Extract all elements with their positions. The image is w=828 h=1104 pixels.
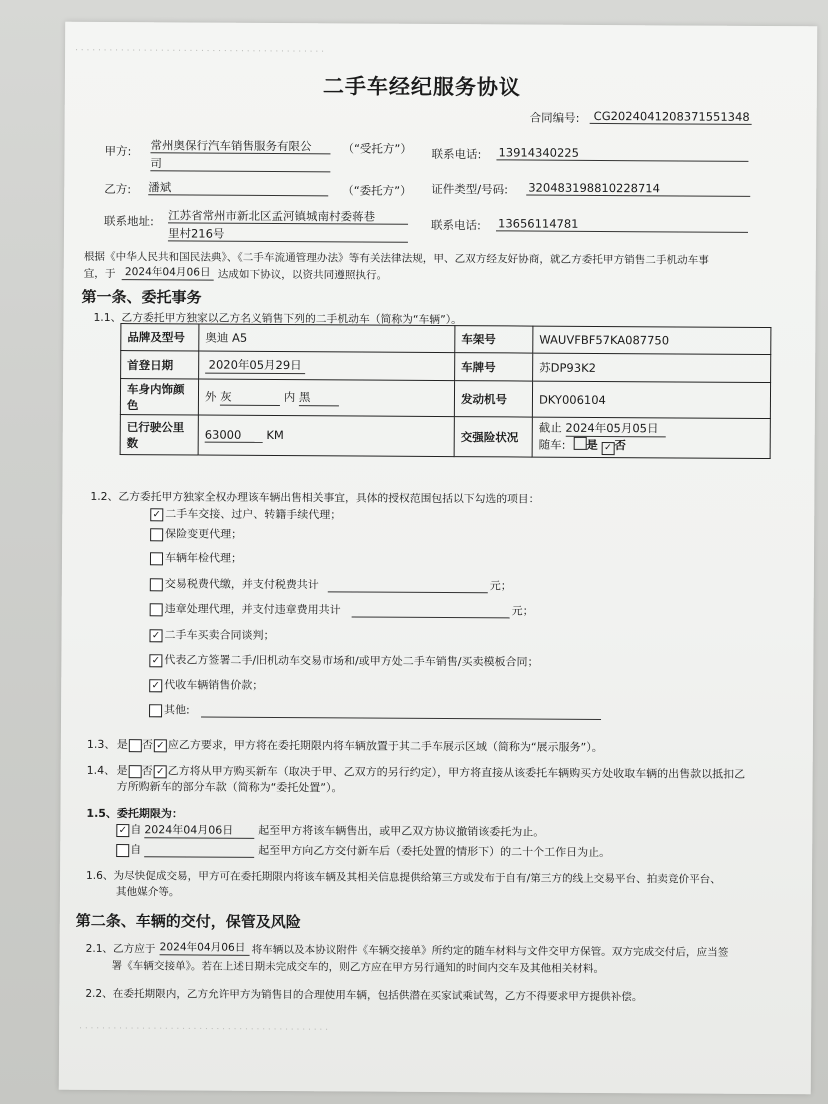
- party-b-phone-label: 联系电话:: [430, 217, 481, 233]
- clause-1-3-yes: 是: [116, 738, 128, 752]
- color-label: [120, 379, 198, 415]
- exterior-prefix: 外: [204, 389, 217, 404]
- insurance-cell: [532, 417, 770, 458]
- term-option-1-prefix: 自: [130, 823, 142, 837]
- clause-1-1: 1.1、乙方委托甲方独家以乙方名义销售下列的二手机动车（简称为“车辆”）。: [93, 310, 462, 327]
- clause-1-4-line1: 乙方将从甲方购买新车（取决于甲、乙双方的另行约定），甲方将直接从该委托车辆购买方处收取车辆的出售款以抵扣乙: [167, 764, 746, 781]
- contract-page: [59, 22, 818, 1095]
- auth-item-5-label: 违章处理代理，并支付违章费用共计: [164, 602, 341, 617]
- brand-value: 奥迪 A5: [199, 324, 455, 353]
- clause-2-1-start: 2.1、乙方应于: [85, 942, 156, 956]
- auth-item-3-label: 车辆年检代理；: [164, 551, 243, 565]
- auth-item-1-checkbox[interactable]: ✓: [150, 508, 163, 521]
- clause-1-4-no-checkbox[interactable]: ✓: [154, 765, 167, 778]
- insurance-label: 交强险状况: [454, 417, 532, 457]
- insurance-no-checkbox[interactable]: ✓: [601, 441, 614, 454]
- insurance-yes-checkbox[interactable]: [573, 436, 586, 449]
- clause-1-3-text: 应乙方要求，甲方将在委托期限内将车辆放置于其二手车展示区域（简称为“展示服务”）。: [167, 738, 603, 755]
- auth-item-2-label: 保险变更代理；: [165, 527, 243, 541]
- other-blank[interactable]: [201, 704, 601, 720]
- party-b-label: 乙方:: [104, 181, 132, 197]
- auth-item-9-label: 其他:: [164, 703, 190, 717]
- clause-1-3-no: 否: [141, 738, 153, 752]
- clause-1-4-yes: 是: [116, 764, 128, 778]
- party-a-phone: 13914340225: [496, 145, 748, 162]
- party-b-name: 潘斌: [148, 180, 328, 196]
- term-option-2-checkbox[interactable]: [116, 844, 129, 857]
- party-b-id-label: 证件类型/号码:: [431, 181, 509, 197]
- party-b-addr-label: 联系地址:: [104, 213, 154, 229]
- reg-date-value: 2020年05月29日: [205, 357, 305, 375]
- color-cell: [198, 379, 454, 417]
- insurance-until: 截止: [538, 420, 562, 435]
- insurance-no-label: 否: [614, 437, 626, 452]
- insurance-date: 2024年05月05日: [565, 420, 665, 437]
- party-b-role: （“委托方”）: [342, 183, 412, 198]
- party-a-role: （“受托方”）: [342, 141, 412, 156]
- mileage-label: [120, 415, 198, 455]
- term-option-1-checkbox[interactable]: ✓: [116, 824, 129, 837]
- party-b-addr-cont: 里村216号: [168, 226, 408, 242]
- auth-item-4-label: 交易税费代缴，并支付税费共计: [164, 577, 319, 592]
- clause-1-4-num: 1.4、: [86, 763, 116, 778]
- party-a-name-cont: 司: [150, 156, 330, 172]
- interior-prefix: 内: [283, 390, 296, 405]
- party-a-name: 常州奥保行汽车销售服务有限公: [150, 138, 330, 154]
- term-option-1-text: 起至甲方将该车辆售出，或甲乙双方协议撤销该委托为止。: [258, 823, 545, 839]
- auth-item-5-checkbox[interactable]: [150, 603, 163, 616]
- party-a-label: 甲方:: [104, 143, 132, 159]
- party-b-phone: 13656114781: [496, 216, 748, 233]
- mileage-label-line2: 数: [126, 435, 139, 450]
- section-1-heading: 第一条、委托事务: [81, 287, 202, 307]
- term-option-2-prefix: 自: [130, 843, 142, 857]
- insurance-follow: 随车:: [538, 437, 566, 452]
- contract-no: CG2024041208371551348: [590, 109, 752, 125]
- clause-1-3-num: 1.3、: [86, 737, 116, 752]
- term-option-2-date-blank[interactable]: [144, 843, 254, 858]
- auth-item-2-checkbox[interactable]: [150, 528, 163, 541]
- auth-item-5-suffix: 元；: [511, 604, 534, 618]
- clause-2-1-rest: 将车辆以及本协议附件《车辆交接单》所约定的随车材料与文件交甲方保管。双方完成交付后，应当签: [251, 943, 729, 959]
- auth-item-8-checkbox[interactable]: ✓: [149, 679, 162, 692]
- clause-1-3-yes-checkbox[interactable]: [129, 739, 142, 752]
- clause-1-2-intro: 1.2、乙方委托甲方独家全权办理该车辆出售相关事宜，具体的授权范围包括以下勾选的项目：: [90, 489, 540, 506]
- auth-item-6-label: 二手车买卖合同谈判；: [164, 628, 275, 643]
- auth-item-7-checkbox[interactable]: ✓: [149, 654, 162, 667]
- plate-value: 苏DP93K2: [533, 353, 771, 382]
- bleed-through-text: · · · · · · · · · · · · · · · · · · · · · · · · · · · · · · · · · · · · · · · · · · · ·: [75, 45, 325, 58]
- brand-label: 品牌及型号: [121, 324, 199, 351]
- reg-date-cell: [199, 351, 455, 381]
- insurance-yes-label: 是: [586, 437, 598, 452]
- vin-label: 车架号: [455, 326, 533, 353]
- bleed-through-text-bottom: · · · · · · · · · · · · · · · · · · · · · · · · · · · · · · · · · · · · · · · · · · · ·: [79, 1023, 329, 1036]
- clause-1-6-line1: 1.6、为尽快促成交易，甲方可在委托期限内将该车辆及其相关信息提供给第三方或发布于自有/第三方的线上交易平台、拍卖竞价平台、: [86, 869, 721, 886]
- preamble-line2-end: 达成如下协议，以资共同遵照执行。: [217, 268, 388, 282]
- mileage-value: 63000: [205, 428, 263, 443]
- interior-color: 黑: [299, 389, 339, 406]
- clause-1-3-no-checkbox[interactable]: ✓: [154, 739, 167, 752]
- term-option-1-date: 2024年04月06日: [144, 823, 254, 839]
- engine-label: 发动机号: [454, 381, 532, 417]
- clause-2-2: 2.2、在委托期限内，乙方允许甲方为销售目的合理使用车辆，包括供潜在买家试乘试驾，乙方不得要求甲方提供补偿。: [85, 987, 643, 1004]
- party-a-phone-label: 联系电话:: [431, 146, 482, 162]
- auth-item-4-suffix: 元；: [489, 579, 512, 593]
- clause-2-1-date: 2024年04月06日: [160, 940, 250, 956]
- auth-item-4-checkbox[interactable]: [150, 578, 163, 591]
- auth-item-3-checkbox[interactable]: [150, 552, 163, 565]
- term-option-2-text: 起至甲方向乙方交付新车后（委托处置的情形下）的二十个工作日为止。: [258, 843, 611, 860]
- section-2-heading: 第二条、车辆的交付，保管及风险: [75, 911, 301, 932]
- vehicle-info-table: [120, 323, 772, 459]
- party-b-id: 320483198810228714: [526, 181, 750, 197]
- clause-2-1-line2: 署《车辆交接单》。若在上述日期未完成交车的，则乙方应在甲方另行通知的时间内交车及其他相关材料。: [111, 960, 605, 976]
- preamble-date: 2024年04月06日: [122, 265, 214, 281]
- auth-item-7-label: 代表乙方签署二手/旧机动车交易市场和/或甲方处二手车销售/买卖模板合同；: [164, 653, 539, 669]
- plate-label: 车牌号: [455, 353, 533, 381]
- reg-date-label: 首登日期: [121, 351, 199, 379]
- exterior-color: 灰: [220, 389, 280, 406]
- auth-item-1-label: 二手车交接、过户、转籍手续代理；: [165, 507, 342, 522]
- tax-amount-blank[interactable]: [328, 578, 488, 593]
- party-b-addr: 江苏省常州市新北区孟河镇城南村委蒋巷: [168, 208, 408, 224]
- mileage-label-line1: 已行驶公里: [126, 419, 185, 434]
- color-label-line1: 车身内饰颜: [126, 381, 185, 396]
- auth-item-8-label: 代收车辆销售价款；: [164, 678, 264, 692]
- violation-amount-blank[interactable]: [352, 603, 510, 618]
- mileage-cell: [198, 415, 454, 457]
- color-label-line2: 色: [126, 397, 139, 412]
- clause-1-4-line2: 方所购新车的部分车款（简称为“委托处置”）。: [116, 780, 343, 795]
- clause-1-4-yes-checkbox[interactable]: [129, 765, 142, 778]
- auth-item-6-checkbox[interactable]: ✓: [149, 629, 162, 642]
- vin-value: WAUVFBF57KA087750: [533, 326, 771, 354]
- clause-1-5-heading: 1.5、委托期限为：: [86, 806, 183, 821]
- preamble-line1: 根据《中华人民共和国民法典》、《二手车流通管理办法》等有关法律法规，甲、乙双方经友好协商，就乙方委托甲方销售二手机动车事: [83, 250, 709, 267]
- engine-value: DKY006104: [532, 381, 770, 418]
- contract-no-label: 合同编号:: [529, 110, 580, 125]
- clause-1-6-line2: 其他媒介等。: [115, 886, 180, 899]
- preamble-line2-start: 宜，于: [83, 267, 116, 281]
- document-title: 二手车经纪服务协议: [322, 74, 521, 100]
- mileage-unit: KM: [266, 427, 284, 443]
- auth-item-9-checkbox[interactable]: [149, 704, 162, 717]
- clause-1-4-no: 否: [141, 764, 153, 778]
